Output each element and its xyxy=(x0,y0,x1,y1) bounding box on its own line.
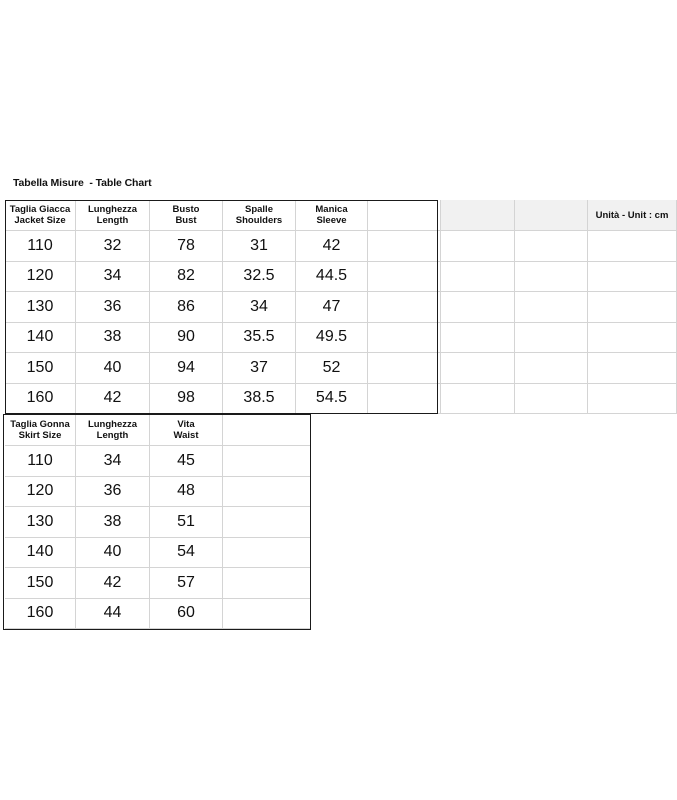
header-line: Length xyxy=(96,430,129,441)
empty-cell xyxy=(515,262,588,293)
table-cell: 82 xyxy=(150,262,223,293)
empty-cell xyxy=(223,415,311,446)
empty-cell xyxy=(588,323,677,354)
header-line: Taglia Gonna xyxy=(10,419,70,430)
empty-cell xyxy=(588,231,677,262)
table-cell: 52 xyxy=(296,353,368,384)
table-cell: 94 xyxy=(150,353,223,384)
skirt-size-table xyxy=(5,415,311,629)
header-line: Vita xyxy=(177,419,195,430)
unit-label-text: Unità - Unit : cm xyxy=(595,209,669,221)
empty-cell xyxy=(368,292,441,323)
table-cell: 37 xyxy=(223,353,296,384)
table-cell: 60 xyxy=(150,599,223,630)
table-cell: 150 xyxy=(5,568,76,599)
header-line: Bust xyxy=(175,215,197,226)
header-waist xyxy=(150,415,223,446)
header-line: Skirt Size xyxy=(18,430,62,441)
empty-cell xyxy=(223,507,311,538)
empty-cell xyxy=(368,384,441,415)
empty-cell xyxy=(223,477,311,508)
table-cell: 47 xyxy=(296,292,368,323)
table-cell: 45 xyxy=(150,446,223,477)
unit-label xyxy=(588,200,677,231)
table-cell: 110 xyxy=(5,446,76,477)
table-cell: 140 xyxy=(5,323,76,354)
table-cell: 34 xyxy=(76,262,150,293)
table-cell: 34 xyxy=(76,446,150,477)
table-cell: 32 xyxy=(76,231,150,262)
table-cell: 42 xyxy=(76,384,150,415)
header-line: Manica xyxy=(315,204,348,215)
table-cell: 78 xyxy=(150,231,223,262)
jacket-size-table xyxy=(5,200,677,414)
empty-cell xyxy=(515,292,588,323)
empty-cell xyxy=(368,353,441,384)
header-shoulders xyxy=(223,200,296,231)
header-skirt-size xyxy=(5,415,76,446)
table-cell: 120 xyxy=(5,262,76,293)
empty-cell xyxy=(515,231,588,262)
empty-cell xyxy=(223,446,311,477)
table-cell: 31 xyxy=(223,231,296,262)
empty-cell xyxy=(223,568,311,599)
table-cell: 140 xyxy=(5,538,76,569)
header-line: Lunghezza xyxy=(87,419,138,430)
table-cell: 49.5 xyxy=(296,323,368,354)
empty-cell xyxy=(441,292,515,323)
table-cell: 38 xyxy=(76,507,150,538)
empty-cell xyxy=(588,262,677,293)
table-cell: 40 xyxy=(76,353,150,384)
header-line: Sleeve xyxy=(316,215,347,226)
table-cell: 34 xyxy=(223,292,296,323)
header-length xyxy=(76,415,150,446)
header-line: Jacket Size xyxy=(14,215,66,226)
table-cell: 54.5 xyxy=(296,384,368,415)
empty-cell xyxy=(515,384,588,415)
empty-cell xyxy=(515,200,588,231)
header-length xyxy=(76,200,150,231)
header-line: Spalle xyxy=(245,204,273,215)
empty-cell xyxy=(515,323,588,354)
empty-cell xyxy=(223,599,311,630)
table-cell: 150 xyxy=(5,353,76,384)
page-title: Tabella Misure - Table Chart xyxy=(13,177,152,189)
table-cell: 36 xyxy=(76,477,150,508)
empty-cell xyxy=(441,384,515,415)
table-cell: 120 xyxy=(5,477,76,508)
empty-cell xyxy=(223,538,311,569)
table-cell: 57 xyxy=(150,568,223,599)
header-bust xyxy=(150,200,223,231)
table-cell: 48 xyxy=(150,477,223,508)
empty-cell xyxy=(588,384,677,415)
table-cell: 130 xyxy=(5,507,76,538)
empty-cell xyxy=(368,200,441,231)
empty-cell xyxy=(368,231,441,262)
empty-cell xyxy=(441,323,515,354)
table-cell: 36 xyxy=(76,292,150,323)
table-cell: 54 xyxy=(150,538,223,569)
table-cell: 42 xyxy=(76,568,150,599)
header-line: Shoulders xyxy=(235,215,283,226)
table-cell: 110 xyxy=(5,231,76,262)
table-cell: 160 xyxy=(5,384,76,415)
header-line: Waist xyxy=(173,430,199,441)
table-cell: 130 xyxy=(5,292,76,323)
table-cell: 98 xyxy=(150,384,223,415)
table-cell: 35.5 xyxy=(223,323,296,354)
empty-cell xyxy=(441,200,515,231)
empty-cell xyxy=(441,353,515,384)
empty-cell xyxy=(588,292,677,323)
header-line: Busto xyxy=(172,204,200,215)
table-cell: 38.5 xyxy=(223,384,296,415)
header-line: Lunghezza xyxy=(87,204,138,215)
empty-cell xyxy=(515,353,588,384)
table-cell: 86 xyxy=(150,292,223,323)
empty-cell xyxy=(441,231,515,262)
empty-cell xyxy=(588,353,677,384)
table-cell: 42 xyxy=(296,231,368,262)
header-jacket-size xyxy=(5,200,76,231)
empty-cell xyxy=(441,262,515,293)
header-line: Length xyxy=(96,215,129,226)
empty-cell xyxy=(368,262,441,293)
header-line: Taglia Giacca xyxy=(9,204,71,215)
table-cell: 160 xyxy=(5,599,76,630)
table-cell: 44 xyxy=(76,599,150,630)
empty-cell xyxy=(368,323,441,354)
table-cell: 40 xyxy=(76,538,150,569)
table-cell: 51 xyxy=(150,507,223,538)
header-sleeve xyxy=(296,200,368,231)
table-cell: 38 xyxy=(76,323,150,354)
table-cell: 90 xyxy=(150,323,223,354)
table-cell: 44.5 xyxy=(296,262,368,293)
table-cell: 32.5 xyxy=(223,262,296,293)
